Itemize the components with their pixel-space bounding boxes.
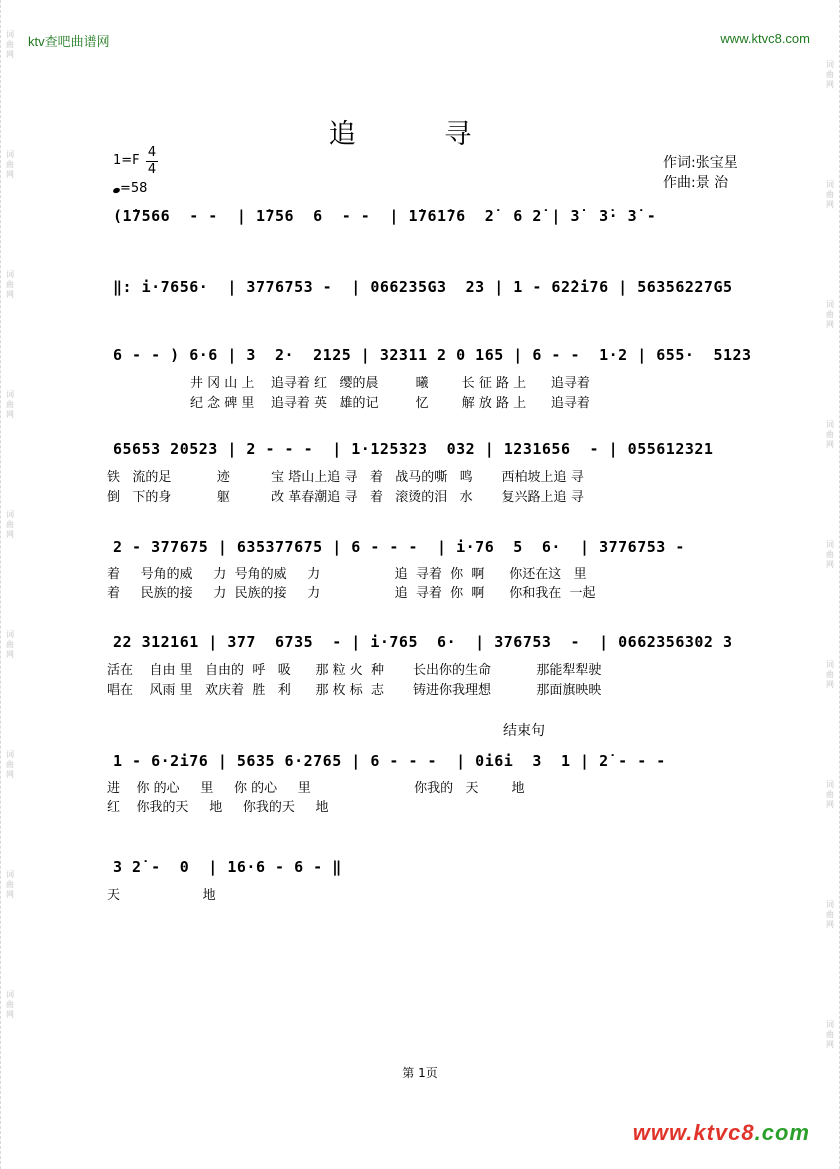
lyric-verse-1: 进 你 的心 里 你 的心 里 你我的 天 地 [107,781,525,796]
side-watermark: 词曲网 [826,780,834,809]
side-watermark: 词曲网 [826,300,834,329]
song-title: 追 寻 [328,119,512,150]
right-margin-strip [821,0,840,1169]
side-watermark: 词曲网 [6,510,14,539]
side-watermark: 词曲网 [826,900,834,929]
side-watermark: 词曲网 [826,420,834,449]
score-line-1: (1̇7566 - - | 1̇756 6 - - | 1̇761̇76 2̇ 6 2̇ | 3̇ 3̇· 3̇ - [113,207,657,225]
tempo-value: =58 [120,181,148,196]
credits [663,153,738,193]
side-watermark: 词曲网 [6,150,14,179]
site-name-link[interactable]: ktv查吧曲谱网 [28,34,110,49]
score-line-4: 65653 20523 | 2 - - - | 1·125323 032 | 1231656 - | 055612321 [113,440,714,458]
time-signature-top: 4 [147,145,157,160]
score-line-3: 6 - - ) 6·6 | 3 2· 2125 | 32311 2 0 165 | 6 - - 1·2 | 655· 5123 [113,346,752,364]
footer-logo-link[interactable] [633,1120,810,1146]
lyricist: 作词:张宝星 [663,155,738,171]
lyric-verse-1: 着 号角的威 力 号角的威 力 追 寻着 你 啊 你还在这 里 [107,567,587,582]
ending-label: 结束句 [503,723,545,739]
side-watermark: 词曲网 [6,630,14,659]
lyric-verse-1: 井 冈 山 上 追寻着 红 缨的晨 曦 长 征 路 上 追寻着 [190,376,590,391]
lyric-verse-2: 纪 念 碑 里 追寻着 英 雄的记 忆 解 放 路 上 追寻着 [190,396,590,411]
lyric-verse-2: 着 民族的接 力 民族的接 力 追 寻着 你 啊 你和我在 一起 [107,586,596,601]
footer-logo-suffix: .com [754,1120,810,1145]
lyric-verse-1: 天 地 [107,888,216,903]
side-watermark: 词曲网 [6,990,14,1019]
score-line-8: 3 2̇ - 0 | 16·6 - 6 - ‖ [113,858,342,876]
side-watermark: 词曲网 [826,660,834,689]
key-signature: 1=F [113,153,140,168]
lyric-verse-1: 铁 流的足 迹 宝 塔山上追 寻 着 战马的嘶 鸣 西柏坡上追 寻 [107,470,584,485]
side-watermark: 词曲网 [6,390,14,419]
time-signature-bottom: 4 [147,162,157,177]
score-line-2: ‖: i·7656· | 3776753 - | 066235G3 23 | 1 - 62̇2̇i76 | 56356227G5 [113,278,733,296]
lyric-verse-2: 红 你我的天 地 你我的天 地 [107,800,329,815]
side-watermark: 词曲网 [6,750,14,779]
side-watermark: 词曲网 [6,870,14,899]
site-url-link[interactable]: www.ktvc8.com [720,31,810,46]
time-signature [146,145,158,178]
lyric-verse-2: 倒 下的身 躯 改 革春潮追 寻 着 滚烫的泪 水 复兴路上追 寻 [107,490,584,505]
score-line-6: 22 312161 | 377 6735 - | i·765 6· | 376753 - | 0662356302 3 [113,633,733,651]
side-watermark: 词曲网 [826,180,834,209]
left-margin-strip [0,0,19,1169]
page-number: 第 1页 [402,1066,438,1080]
tempo-marking [113,181,147,196]
score-line-5: 2 - 377675 | 635377675 | 6 - - - | i·76 5 6· | 3776753 - [113,538,685,556]
side-watermark: 词曲网 [6,270,14,299]
side-watermark: 词曲网 [6,30,14,59]
footer-logo-main: www.ktvc8 [632,1120,755,1145]
side-watermark: 词曲网 [826,540,834,569]
lyric-verse-1: 活在 自由 里 自由的 呼 吸 那 粒 火 种 长出你的生命 那能犁犁驶 [107,663,602,678]
lyric-verse-2: 唱在 风雨 里 欢庆着 胜 利 那 枚 标 志 铸进你我理想 那面旗映映 [107,683,602,698]
composer: 作曲:景 治 [663,175,729,191]
side-watermark: 词曲网 [826,60,834,89]
side-watermark: 词曲网 [826,1020,834,1049]
score-line-7: 1 - 6·2i76 | 5635 6·2765 | 6 - - - | 0i6i 3 1 | 2̇ - - - [113,752,666,770]
